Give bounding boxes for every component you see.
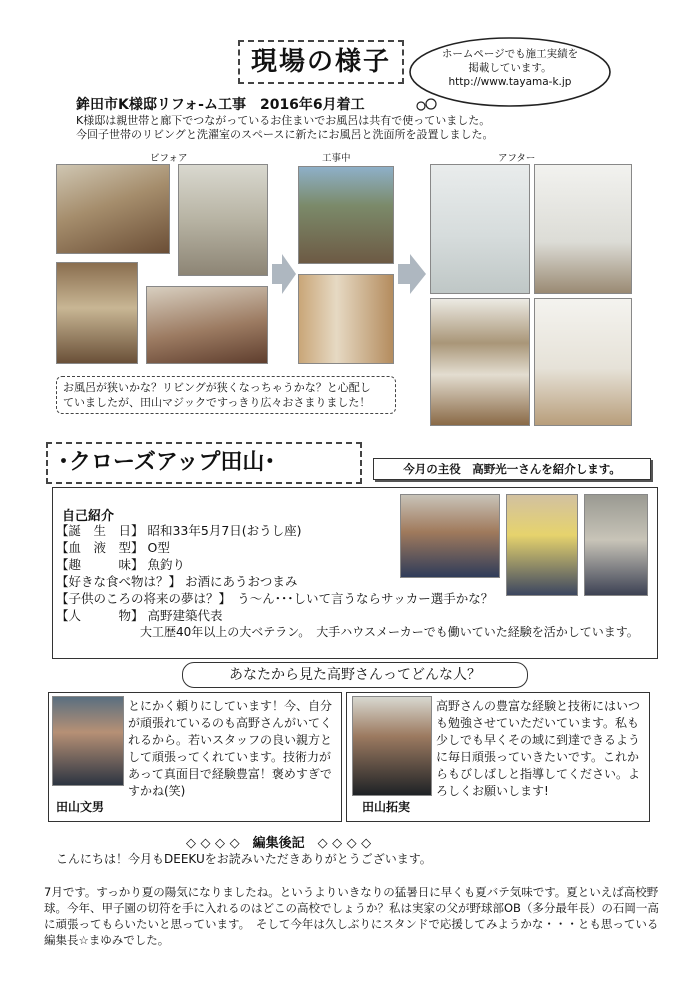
profile-photo-portrait [400,494,500,578]
label-during: 工事中 [322,153,351,164]
profile-heading: 自己紹介 [62,509,115,524]
after-photo-washroom [534,164,632,294]
closeup-title-box [46,442,362,484]
cloud-text [420,47,600,89]
profile-birthday: 【誕 生 日】 昭和33年5月7日(おうし座) [56,523,302,538]
page-title: 現場の様子 [250,47,391,77]
cloud-line-1: ホームページでも施工実績を [441,48,579,60]
closeup-title: ･クローズアップ田山･ [58,450,276,475]
after-photo-bath [430,164,530,294]
cloud-line-2: 掲載しています。 [468,62,552,74]
arrow-right-icon [398,254,426,294]
arrow-right-icon [272,254,296,294]
after-photo-window [430,298,530,426]
project-note-line-1: お風呂が狭いかな？リビングが狭くなっちゃうかな？と心配し [63,381,371,394]
during-photo-1 [298,166,394,264]
editor-title: ◇ ◇ ◇ ◇ 編集後記 ◇ ◇ ◇ ◇ [186,836,372,851]
label-after: アフター [498,153,536,164]
profile-hobby: 【趣 味】 魚釣り [56,557,185,572]
during-photo-2 [298,274,394,364]
profile-person: 【人 物】 高野建築代表 [56,608,223,623]
profile-photo-working-2 [584,494,648,596]
project-desc-1: K様邸は親世帯と廊下でつながっているお住まいでお風呂は共有で使っていました。 [76,114,491,127]
before-photo-laundry [178,164,268,276]
profile-food: 【好きな食べ物は？】 お酒にあうおつまみ [56,574,298,589]
before-photo-room [146,286,268,364]
left-comment: とにかく頼りにしています！今、自分が頑張れているのも高野さんがいてくれるから。若いスタッフの良い親方として頑張ってくれています。技術力があって真面目で経験豊富！褒めすぎですかね(笑) [128,699,333,798]
project-note-box [56,376,396,414]
right-name: 田山拓実 [362,800,411,814]
left-name: 田山文男 [56,800,105,814]
question-title-box [182,662,528,688]
left-avatar-photo [52,696,124,786]
right-avatar-photo [352,696,432,796]
project-heading: 鉾田市K様邸リフォ-ム工事 2016年6月着工 [76,97,365,113]
after-photo-door [534,298,632,426]
profile-dream: 【子供のころの将来の夢は？】 う～ん･･･しいて言うならサッカー選手かな？ [56,591,494,606]
editor-greeting: こんにちは！今月もDEEKUをお読みいただきありがとうございます。 [56,852,432,866]
project-note-line-2: ていましたが、田山マジックですっきり広々おさまりました！ [63,396,371,409]
before-photo-hallway [56,262,138,364]
profile-photo-working-1 [506,494,578,596]
title-box [238,40,404,84]
profile-blood: 【血 液 型】 O型 [56,540,170,555]
label-before: ビフォア [150,153,188,164]
profile-person-detail: 大工歴40年以上の大ベテラン。 大手ハウスメーカーでも働いていた経験を活かしています。 [56,625,639,639]
cloud-line-3[interactable]: http://www.tayama-k.jp [448,76,572,88]
closeup-banner-text: 今月の主役 高野光一さんを紹介します。 [403,462,621,476]
closeup-banner [373,458,651,480]
before-photo-living [56,164,170,254]
editor-body: 7月です。すっかり夏の陽気になりましたね。というよりいきなりの猛暑日に早くも夏バテ気味です。夏といえば高校野球。今年、甲子園の切符を手に入れるのはどこの高校でしょうか？私は実家の父が野球部OB（多分最年長）の石岡一高に頑張ってもらいたいと思っています。 そして今年は久しぶりにスタンドで応援してみようかな・・・とも思っている 編集長☆まゆみでした。 [44,885,670,947]
question-title: あなたから見た高野さんってどんな人？ [229,667,481,683]
right-comment: 高野さんの豊富な経験と技術にはいつも勉強させていただいています。私も少しでも早くその域に到達できるように毎日頑張っていきたいです。これからもびしばしと指導してください。よろしくお願いします! [436,699,641,798]
project-desc-2: 今回子世帯のリビングと洗濯室のスペースに新たにお風呂と洗面所を設置しました。 [76,128,494,141]
